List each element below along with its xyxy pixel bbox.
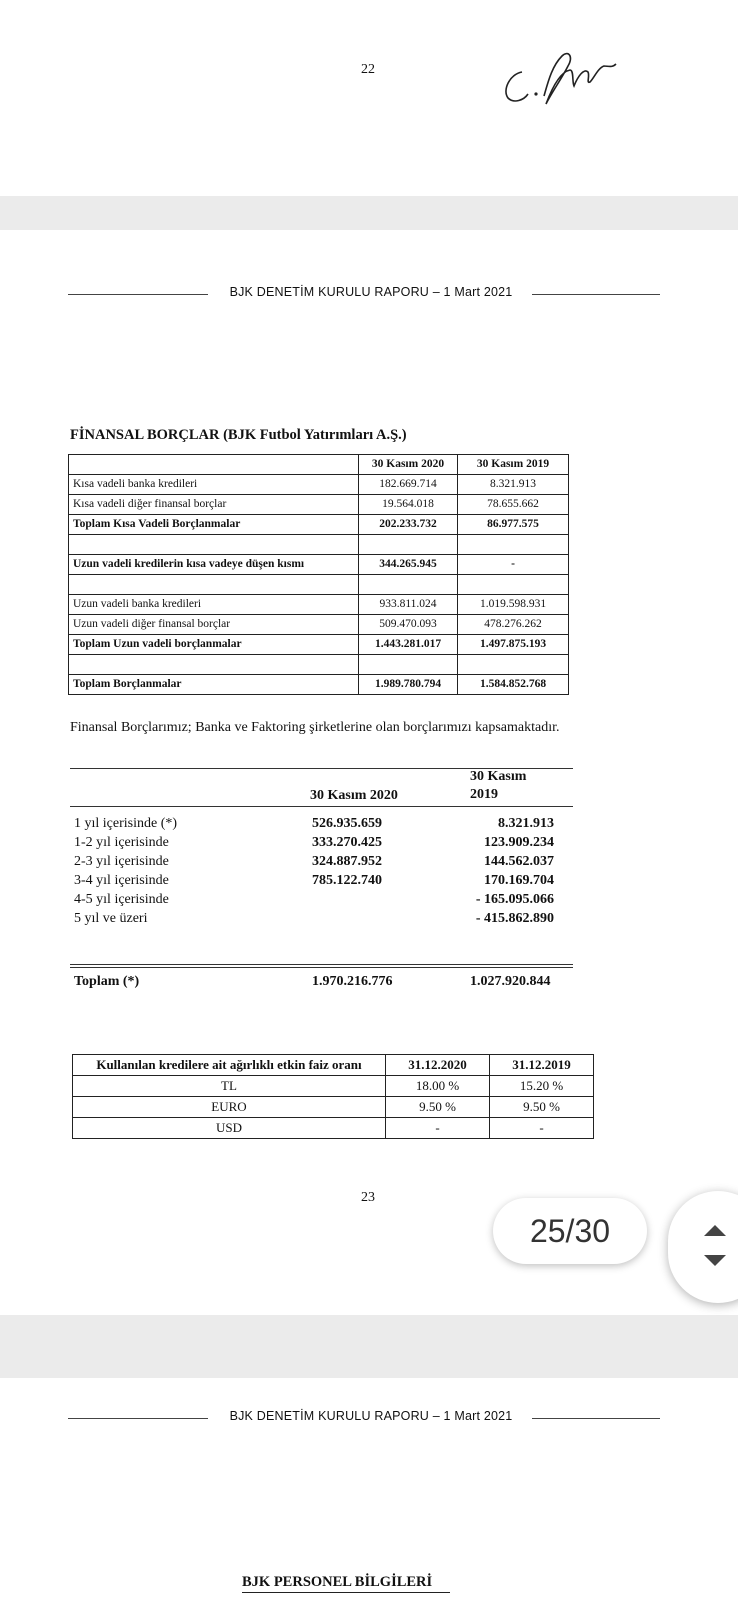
table-cell: 9.50 % [386, 1097, 490, 1118]
header-rule-left [68, 294, 208, 295]
maturity-header-2019-line2: 2019 [470, 787, 498, 802]
table-header-row [73, 1055, 594, 1076]
maturity-cell-v2020: 333.270.425 [312, 835, 382, 850]
page-number: 22 [361, 62, 375, 77]
maturity-row [74, 911, 569, 930]
total-2019: 1.027.920.844 [470, 974, 551, 989]
header-rule-left [68, 1418, 208, 1419]
table-cell-v2019: 1.584.852.768 [458, 675, 569, 695]
document-page-23 [0, 230, 738, 1315]
maturity-header-2020: 30 Kasım 2020 [310, 788, 398, 803]
maturity-cell-label: 1-2 yıl içerisinde [74, 835, 169, 850]
table-cell: USD [73, 1118, 386, 1139]
interest-header-2019: 31.12.2019 [490, 1055, 594, 1076]
running-header [68, 1409, 660, 1429]
header-text: BJK DENETİM KURULU RAPORU – 1 Mart 2021 [229, 285, 513, 299]
maturity-row [74, 892, 569, 911]
table-cell-v2019: 1.019.598.931 [458, 595, 569, 615]
section-title: BJK PERSONEL BİLGİLERİ [242, 1574, 433, 1590]
running-header [68, 285, 660, 305]
table-cell: - [386, 1118, 490, 1139]
maturity-cell-v2020: 785.122.740 [312, 873, 382, 888]
table-cell-v2020 [359, 575, 458, 595]
table-cell-v2019: - [458, 555, 569, 575]
header-rule-right [532, 1418, 660, 1419]
title-underline [242, 1592, 450, 1593]
table-cell-v2019 [458, 535, 569, 555]
table-row [69, 655, 569, 675]
table-rule [70, 806, 573, 807]
table-cell-v2019: 1.497.875.193 [458, 635, 569, 655]
table-cell-v2019: 86.977.575 [458, 515, 569, 535]
maturity-cell-label: 5 yıl ve üzeri [74, 911, 148, 926]
table-cell-v2020: 509.470.093 [359, 615, 458, 635]
table-row [69, 475, 569, 495]
chevron-up-icon [704, 1225, 726, 1236]
interest-rate-table [72, 1054, 594, 1139]
document-page-22 [0, 0, 738, 196]
table-cell-label: Uzun vadeli banka kredileri [69, 595, 359, 615]
page-indicator[interactable]: 25/30 [493, 1198, 647, 1264]
table-cell-v2020: 19.564.018 [359, 495, 458, 515]
table-cell-v2020: 1.443.281.017 [359, 635, 458, 655]
table-cell-label [69, 535, 359, 555]
table-row [73, 1076, 594, 1097]
interest-header-label: Kullanılan kredilere ait ağırlıklı etkin faiz oranı [73, 1055, 386, 1076]
table-rule [70, 964, 573, 965]
maturity-cell-label: 4-5 yıl içerisinde [74, 892, 169, 907]
maturity-cell-v2019: 123.909.234 [484, 835, 554, 850]
table-cell-v2020: 344.265.945 [359, 555, 458, 575]
table-cell: 15.20 % [490, 1076, 594, 1097]
maturity-row [74, 816, 569, 835]
table-cell: 18.00 % [386, 1076, 490, 1097]
page-number: 23 [361, 1190, 375, 1205]
table-cell: - [490, 1118, 594, 1139]
table-cell-v2019 [458, 655, 569, 675]
table-rule [70, 967, 573, 968]
maturity-header-2019 [470, 768, 550, 804]
table-cell-v2019 [458, 575, 569, 595]
maturity-cell-v2019: - 165.095.066 [475, 892, 554, 907]
note-text: Finansal Borçlarımız; Banka ve Faktoring şirketlerine olan borçlarımızı kapsamaktadır. [70, 720, 560, 735]
table-cell-label: Kısa vadeli diğer finansal borçlar [69, 495, 359, 515]
header-cell-2019: 30 Kasım 2019 [458, 455, 569, 475]
table-cell: EURO [73, 1097, 386, 1118]
table-cell-v2019: 478.276.262 [458, 615, 569, 635]
table-row [69, 555, 569, 575]
table-cell-label [69, 655, 359, 675]
table-cell-label: Uzun vadeli kredilerin kısa vadeye düşen kısmı [69, 555, 359, 575]
table-cell-v2020: 182.669.714 [359, 475, 458, 495]
table-cell-v2019: 8.321.913 [458, 475, 569, 495]
maturity-cell-label: 3-4 yıl içerisinde [74, 873, 169, 888]
table-cell-v2020: 1.989.780.794 [359, 675, 458, 695]
maturity-cell-v2019: 144.562.037 [484, 854, 554, 869]
table-row [73, 1118, 594, 1139]
maturity-cell-v2019: 170.169.704 [484, 873, 554, 888]
maturity-cell-label: 1 yıl içerisinde (*) [74, 816, 178, 831]
section-title: FİNANSAL BORÇLAR (BJK Futbol Yatırımları A.Ş.) [70, 427, 407, 443]
maturity-cell-v2019: - 415.862.890 [475, 911, 554, 926]
maturity-cell-label: 2-3 yıl içerisinde [74, 854, 169, 869]
maturity-row [74, 873, 569, 892]
header-cell-empty [69, 455, 359, 475]
financial-debts-table [68, 454, 569, 695]
header-rule-right [532, 294, 660, 295]
total-label: Toplam (*) [74, 974, 140, 989]
table-cell-v2020 [359, 535, 458, 555]
maturity-cell-v2019: 8.321.913 [498, 816, 554, 831]
table-row [69, 495, 569, 515]
table-cell-label: Toplam Uzun vadeli borçlanmalar [69, 635, 359, 655]
table-cell-label: Kısa vadeli banka kredileri [69, 475, 359, 495]
table-row [73, 1097, 594, 1118]
maturity-header-2019-line1: 30 Kasım [470, 769, 527, 784]
total-2020: 1.970.216.776 [312, 974, 393, 989]
table-row [69, 595, 569, 615]
table-cell-v2020: 933.811.024 [359, 595, 458, 615]
chevron-down-icon [704, 1255, 726, 1266]
signature-image [500, 42, 620, 112]
table-cell-label: Toplam Borçlanmalar [69, 675, 359, 695]
table-row [69, 515, 569, 535]
maturity-cell-v2020: 526.935.659 [312, 816, 382, 831]
table-row [69, 535, 569, 555]
table-row [69, 575, 569, 595]
table-row [69, 615, 569, 635]
interest-header-2020: 31.12.2020 [386, 1055, 490, 1076]
table-cell-v2020 [359, 655, 458, 675]
maturity-total-row [74, 974, 569, 990]
table-cell-label: Uzun vadeli diğer finansal borçlar [69, 615, 359, 635]
table-row [69, 675, 569, 695]
table-row [69, 635, 569, 655]
table-cell: TL [73, 1076, 386, 1097]
table-cell: 9.50 % [490, 1097, 594, 1118]
table-cell-label [69, 575, 359, 595]
table-cell-v2020: 202.233.732 [359, 515, 458, 535]
maturity-cell-v2020: 324.887.952 [312, 854, 382, 869]
table-header-row [69, 455, 569, 475]
maturity-row [74, 854, 569, 873]
header-text: BJK DENETİM KURULU RAPORU – 1 Mart 2021 [229, 1409, 513, 1423]
table-cell-v2019: 78.655.662 [458, 495, 569, 515]
maturity-row [74, 835, 569, 854]
document-page-24 [0, 1378, 738, 1600]
table-cell-label: Toplam Kısa Vadeli Borçlanmalar [69, 515, 359, 535]
header-cell-2020: 30 Kasım 2020 [359, 455, 458, 475]
